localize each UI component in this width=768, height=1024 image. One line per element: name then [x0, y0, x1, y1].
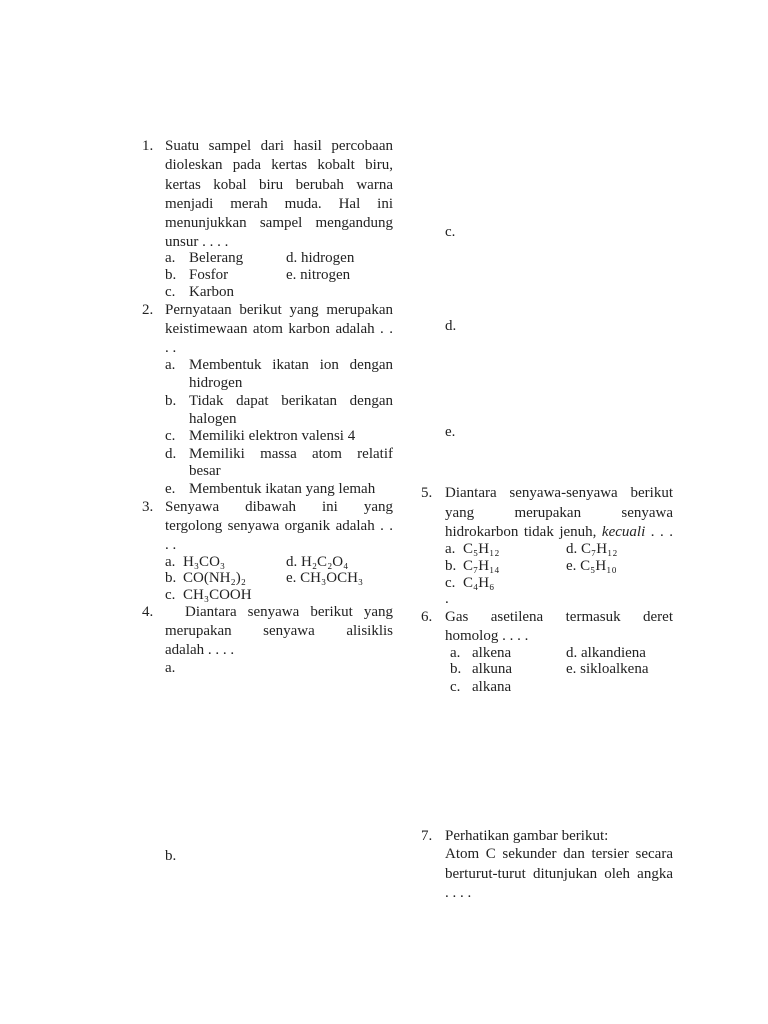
q6-option-e-label: e. — [566, 661, 577, 677]
q5-stem-line: Diantara senyawa-senyawa berikut — [445, 485, 673, 501]
q5-option-d-label: d. — [566, 541, 578, 557]
q5-option-a-formula: C₅H₁₂ — [463, 541, 500, 557]
q3-option-d-label: d. — [286, 554, 298, 570]
q3-stem-line: Senyawa dibawah ini yang — [165, 499, 393, 515]
q6-stem-line: homolog . . . . — [445, 628, 529, 644]
q3-option-e — [286, 569, 363, 588]
q3-option-e-formula: CH₃OCH₃ — [300, 570, 364, 586]
q4-option-a-label: a. — [165, 660, 176, 676]
q5-option-c-formula: C₄H₆ — [463, 575, 495, 591]
q5-stem-text: hidrokarbon tidak jenuh, — [445, 524, 597, 540]
q5-stem-suffix: . . . — [650, 524, 674, 540]
q1-option-e — [286, 266, 350, 285]
q1-option-b-label: b. — [165, 267, 177, 283]
q1-stem-line: kertas kobal biru berubah warna — [165, 177, 393, 193]
q1-stem-line: menunjukkan sampel mengandung — [165, 215, 393, 231]
q1-stem-line: dioleskan pada kertas kobalt biru, — [165, 157, 393, 173]
q5-number: 5. — [421, 485, 433, 501]
q3-option-d-formula: H₂C₂O₄ — [301, 554, 349, 570]
q1-option-c-label: c. — [165, 284, 176, 300]
q6-option-b-text: alkuna — [472, 661, 512, 677]
q4-option-e-label: e. — [445, 424, 456, 440]
q4-option-d-label: d. — [445, 318, 457, 334]
q2-option-a-line: Membentuk ikatan ion dengan — [189, 357, 393, 373]
q2-option-b-line: halogen — [189, 411, 237, 427]
q6-option-b-label: b. — [450, 661, 462, 677]
q2-option-a-line: hidrogen — [189, 375, 243, 391]
q2-stem-line: Pernyataan berikut yang merupakan — [165, 302, 393, 318]
q1-option-a-text: Belerang — [189, 250, 244, 266]
q1-number: 1. — [142, 138, 154, 154]
q2-option-d-line: besar — [189, 463, 221, 479]
q1-option-d-label: d. — [286, 250, 298, 266]
q6-stem-line: Gas asetilena termasuk deret — [445, 609, 673, 625]
q6-option-a-text: alkena — [472, 645, 512, 661]
q2-option-e-line: Membentuk ikatan yang lemah — [189, 481, 376, 497]
q4-option-b-label: b. — [165, 848, 177, 864]
q3-option-c-formula: CH₃COOH — [183, 587, 252, 603]
q1-option-e-text: nitrogen — [300, 267, 351, 283]
q1-option-a-label: a. — [165, 250, 176, 266]
q6-number: 6. — [421, 609, 433, 625]
q5-option-b-formula: C₇H₁₄ — [463, 558, 500, 574]
q7-stem-line: Atom C sekunder dan tersier secara — [445, 846, 673, 862]
q7-stem-line: Perhatikan gambar berikut: — [445, 828, 609, 844]
q3-option-a-formula: H₃CO₃ — [183, 554, 226, 570]
q5-option-e-label: e. — [566, 558, 577, 574]
q2-option-b-label: b. — [165, 393, 177, 409]
q2-option-c-label: c. — [165, 428, 176, 444]
q2-option-e-label: e. — [165, 481, 176, 497]
q7-number: 7. — [421, 828, 433, 844]
q6-option-e-text: sikloalkena — [580, 661, 649, 677]
q3-option-b-formula: CO(NH₂)₂ — [183, 570, 246, 586]
q4-stem-line: adalah . . . . — [165, 642, 235, 658]
q5-option-e-formula: C₅H₁₀ — [580, 558, 617, 574]
q4-stem-line: merupakan senyawa alisiklis — [165, 623, 393, 639]
q2-option-d-label: d. — [165, 446, 177, 462]
q5-option-d-formula: C₇H₁₂ — [581, 541, 618, 557]
q5-stem-line: yang merupakan senyawa — [445, 505, 673, 521]
q2-stem-line: keistimewaan atom karbon adalah . . — [165, 321, 393, 337]
q2-stem-line: . . — [165, 340, 177, 356]
q2-option-a-label: a. — [165, 357, 176, 373]
q1-stem-line: unsur . . . . — [165, 234, 229, 250]
q3-number: 3. — [142, 499, 154, 515]
q4-number: 4. — [142, 604, 154, 620]
q3-stem-line: tergolong senyawa organik adalah . . — [165, 518, 393, 534]
q2-option-b-line: Tidak dapat berikatan dengan — [189, 393, 393, 409]
q6-option-a-label: a. — [450, 645, 461, 661]
q7-stem-line: . . . . — [445, 885, 472, 901]
q6-option-c-text: alkana — [472, 679, 512, 695]
q6-option-e — [566, 660, 649, 679]
q2-option-d-line: Memiliki massa atom relatif — [189, 446, 393, 462]
q5-option-c-label: c. — [445, 575, 456, 591]
q3-option-b-label: b. — [165, 570, 177, 586]
q2-number: 2. — [142, 302, 154, 318]
q3-option-c-label: c. — [165, 587, 176, 603]
q1-option-d-text: hidrogen — [301, 250, 355, 266]
q5-stem-emphasis: kecuali — [601, 524, 646, 540]
q4-stem-line: Diantara senyawa berikut yang — [185, 604, 393, 620]
q1-option-b-text: Fosfor — [189, 267, 229, 283]
q6-option-d-label: d. — [566, 645, 578, 661]
q4-option-c-label: c. — [445, 224, 456, 240]
q6-option-c-label: c. — [450, 679, 461, 695]
q3-option-e-label: e. — [286, 570, 297, 586]
q3-stem-line: . . — [165, 537, 177, 553]
q1-stem-line: menjadi merah muda. Hal ini — [165, 196, 393, 212]
q5-trailing-mark: . — [445, 591, 449, 607]
q2-option-c-line: Memiliki elektron valensi 4 — [189, 428, 356, 444]
q1-option-e-label: e. — [286, 267, 297, 283]
q5-option-e — [566, 557, 617, 576]
q6-option-d-text: alkandiena — [581, 645, 646, 661]
q5-option-b-label: b. — [445, 558, 457, 574]
q5-option-a-label: a. — [445, 541, 456, 557]
q3-option-a-label: a. — [165, 554, 176, 570]
q1-option-c-text: Karbon — [189, 284, 234, 300]
q7-stem-line: berturut-turut ditunjukan oleh angka — [445, 866, 673, 882]
q1-stem-line: Suatu sampel dari hasil percobaan — [165, 138, 393, 154]
